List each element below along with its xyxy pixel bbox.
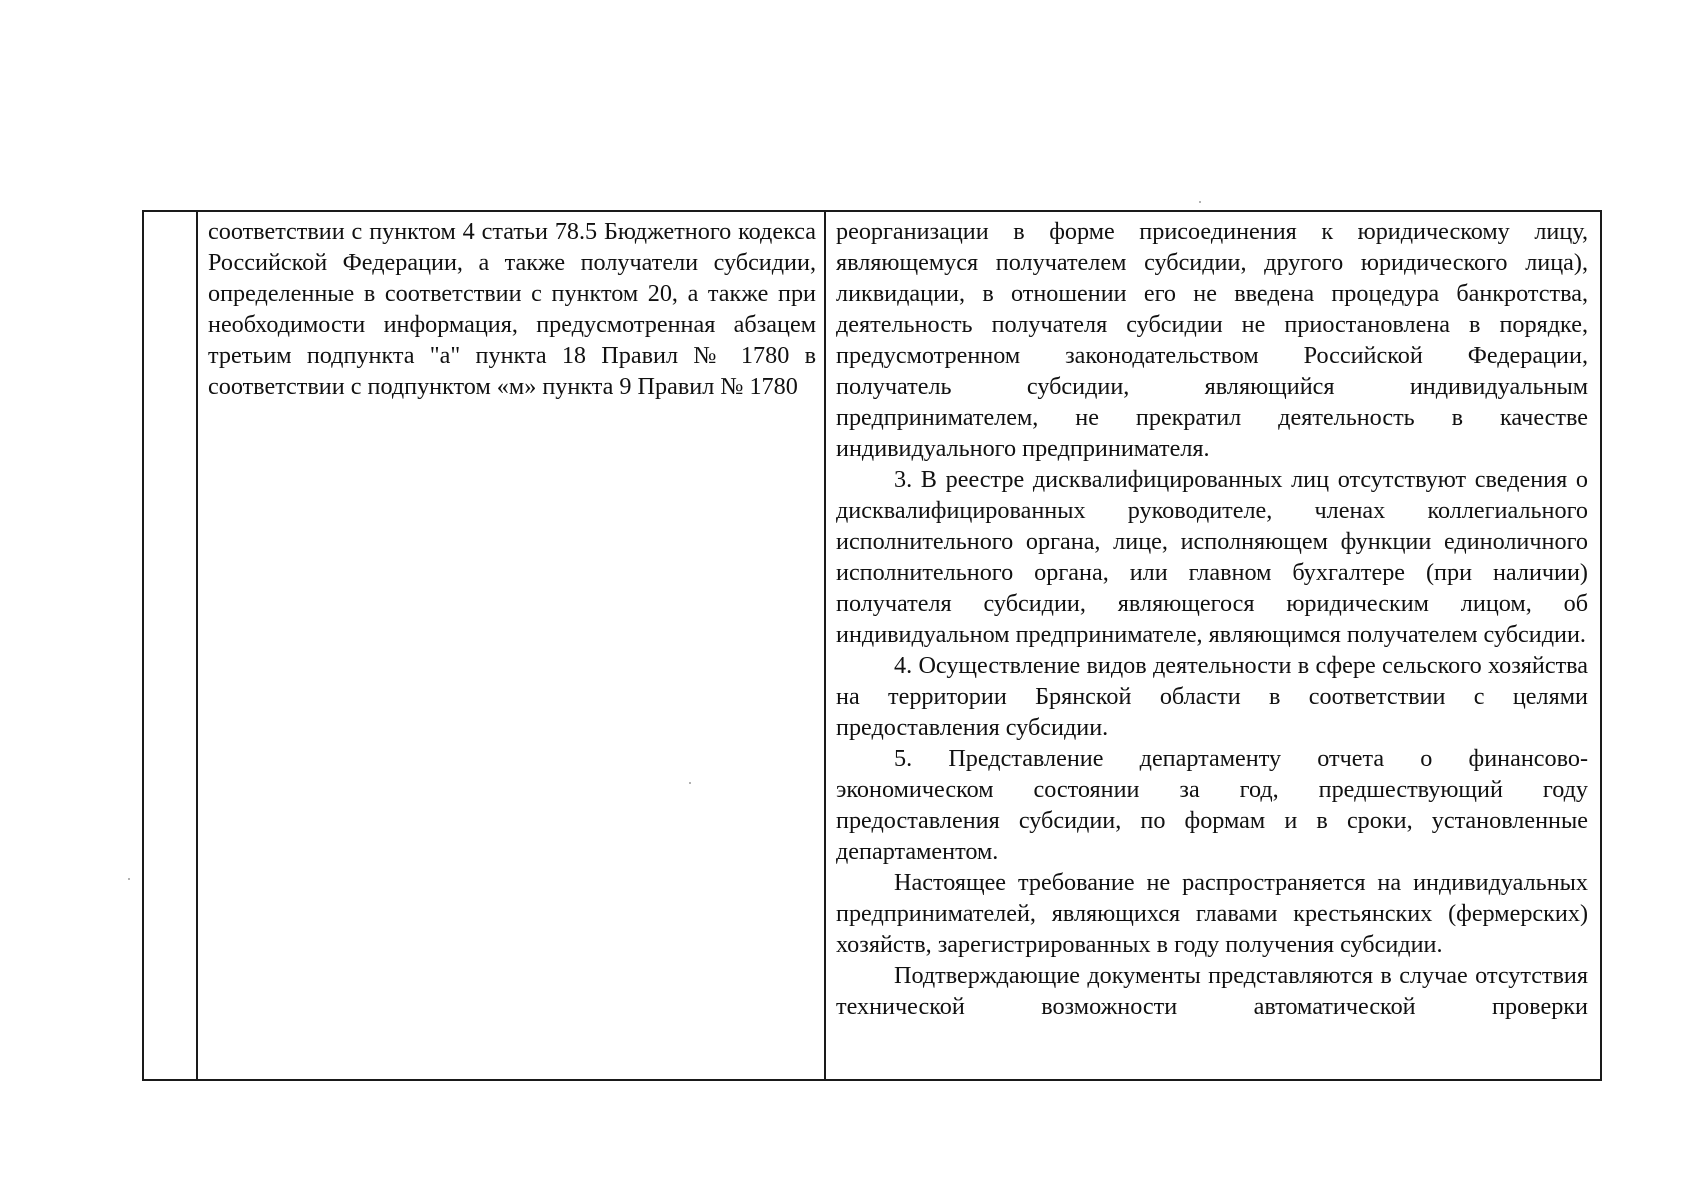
table-number-column <box>144 212 198 1079</box>
right-column-paragraph-documents: Подтверждающие документы представляются в случае отсутствия технической возможности автоматической проверки <box>836 962 1588 1020</box>
right-column-paragraph-continuation: реорганизации в форме присоединения к юридическому лицу, являющемуся получателем субсидии, другого юридического лица), ликвидации, в отношении его не введена процедура банкротства, деятельность получателя субсидии не приостановлена в порядке, предусмотренном законодательством Российской Федерации, получатель субсидии, являющийся индивидуальным предпринимателем, не прекратил деятельность в качестве индивидуального предпринимателя. <box>836 218 1588 462</box>
table-middle-column <box>198 212 826 1079</box>
table-right-column <box>826 212 1600 1079</box>
scan-speck <box>689 782 691 784</box>
middle-column-paragraph: соответствии с пунктом 4 статьи 78.5 Бюджетного кодекса Российской Федерации, а также получатели субсидии, определенные в соответствии с пунктом 20, а также при необходимости информация, предусмотренная абзацем третьим подпункта "а" пункта 18 Правил № 1780 в соответствии с подпунктом «м» пункта 9 Правил № 1780 <box>208 218 816 400</box>
right-column-paragraph-item-4: 4. Осуществление видов деятельности в сфере сельского хозяйства на территории Брянской области в соответствии с целями предоставления субсидии. <box>836 652 1588 741</box>
scan-speck <box>128 878 130 880</box>
right-column-paragraph-exception: Настоящее требование не распространяется на индивидуальных предпринимателей, являющихся главами крестьянских (фермерских) хозяйств, зарегистрированных в году получения субсидии. <box>836 869 1588 958</box>
requirements-table <box>142 210 1602 1081</box>
scan-speck <box>1199 201 1201 203</box>
right-column-paragraph-item-3: 3. В реестре дисквалифицированных лиц отсутствуют сведения о дисквалифицированных руководителе, членах коллегиального исполнительного органа, лице, исполняющем функции единоличного исполнительного органа, или главном бухгалтере (при наличии) получателя субсидии, являющегося юридическим лицом, об индивидуальном предпринимателе, являющимся получателем субсидии. <box>836 466 1588 648</box>
right-column-paragraph-item-5: 5. Представление департаменту отчета о финансово-экономическом состоянии за год, предшествующий году предоставления субсидии, по формам и в сроки, установленные департаментом. <box>836 745 1588 865</box>
